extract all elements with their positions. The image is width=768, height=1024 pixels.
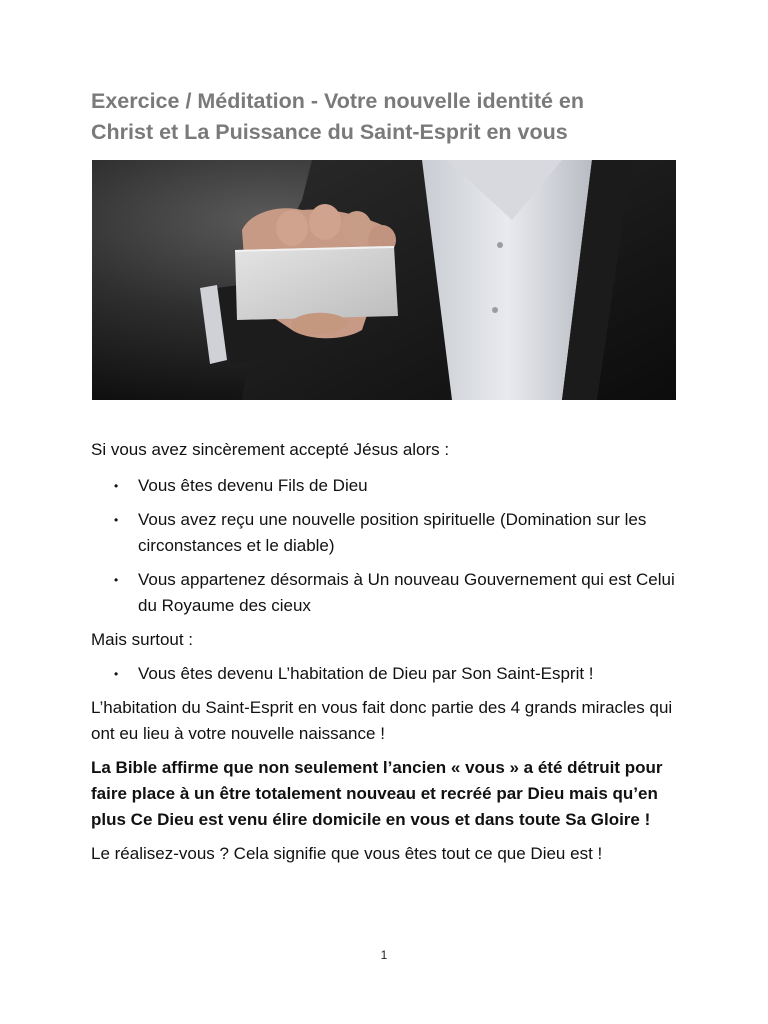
hero-photo-man-holding-blank-card [92, 160, 676, 400]
mais-surtout-paragraph: Mais surtout : [91, 630, 194, 649]
bible-bold-paragraph: La Bible affirme que non seulement l’ancien « vous » a été détruit pour faire place à un être totalement nouveau et recréé par Dieu mais qu’en plus Ce Dieu est venu élire domicile en vous et dans toute Sa Gloire ! [91, 758, 663, 829]
bullet-icon: • [114, 573, 119, 587]
list-item-text: Vous êtes devenu L’habitation de Dieu par Son Saint-Esprit ! [138, 664, 594, 683]
list-item-text: Vous êtes devenu Fils de Dieu [138, 476, 368, 495]
bullet-icon: • [114, 479, 119, 493]
title-line-1: Exercice / Méditation - Votre nouvelle identité en [91, 89, 585, 113]
document-title [91, 86, 691, 148]
bullet-icon: • [114, 667, 119, 681]
intro-paragraph: Si vous avez sincèrement accepté Jésus alors : [91, 440, 450, 459]
list-item [91, 507, 681, 559]
list-item-text: Vous avez reçu une nouvelle position spirituelle (Domination sur les circonstances et le diable) [138, 510, 647, 555]
document-body [91, 437, 681, 875]
list-item [91, 473, 681, 499]
bullet-list-1 [91, 473, 681, 619]
bullet-list-2 [91, 661, 681, 687]
closing-paragraph: Le réalisez-vous ? Cela signifie que vous êtes tout ce que Dieu est ! [91, 844, 603, 863]
list-item [91, 661, 681, 687]
list-item [91, 567, 681, 619]
list-item-text: Vous appartenez désormais à Un nouveau Gouvernement qui est Celui du Royaume des cieux [138, 570, 675, 615]
habitation-paragraph: L’habitation du Saint-Esprit en vous fait donc partie des 4 grands miracles qui ont eu lieu à votre nouvelle naissance ! [91, 698, 673, 743]
bullet-icon: • [114, 513, 119, 527]
page-number: 1 [380, 948, 388, 962]
title-line-2: Christ et La Puissance du Saint-Esprit en vous [91, 120, 568, 144]
